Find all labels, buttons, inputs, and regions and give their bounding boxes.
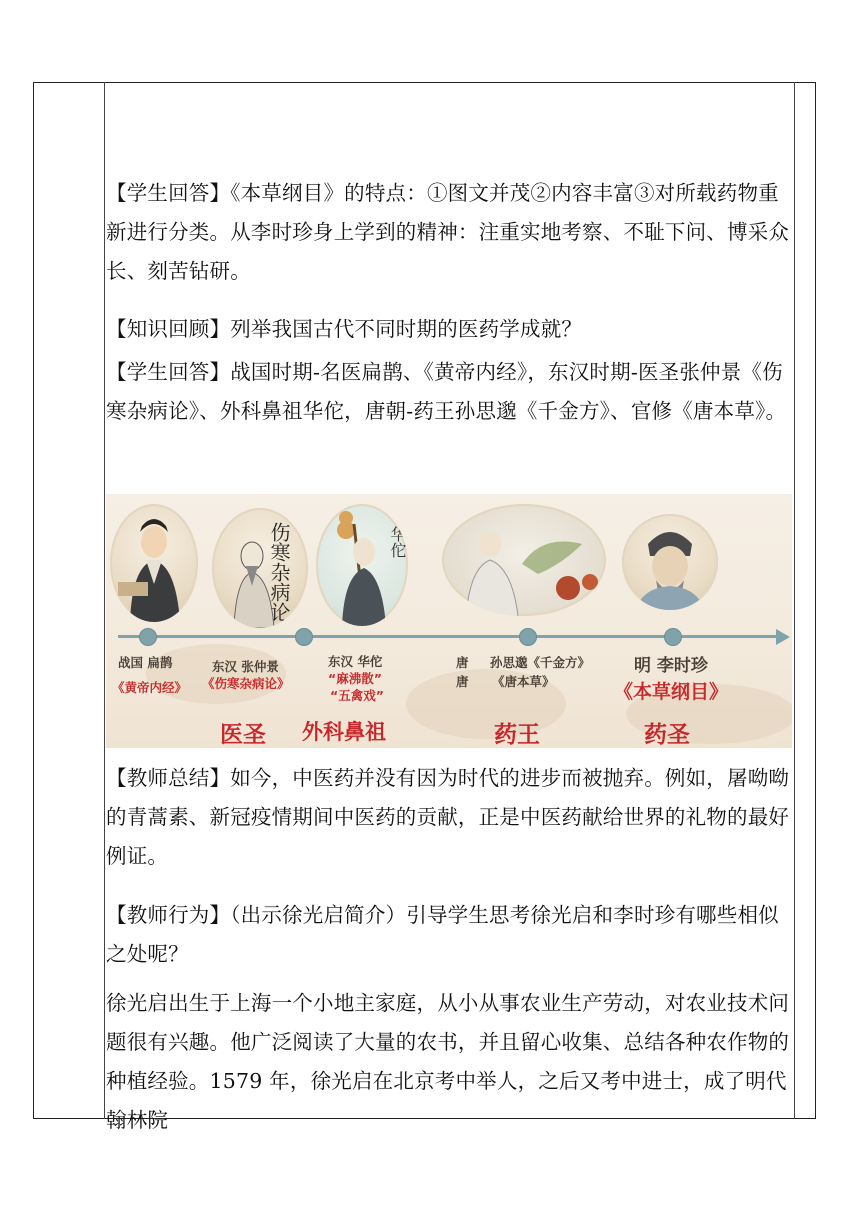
paragraph-text: 列举我国古代不同时期的医药学成就？: [230, 317, 583, 341]
timeline-dot: [295, 628, 313, 646]
title-waike-bizu: 外科鼻祖: [302, 720, 386, 744]
timeline-works-label: “五禽戏”: [330, 688, 384, 703]
timeline-works-label: “麻沸散”: [328, 671, 382, 686]
bianque-portrait: [110, 504, 198, 622]
timeline-book-label: 《本草纲目》: [614, 681, 729, 703]
timeline-era-label: 战国 扁鹊: [118, 655, 173, 670]
column-divider-left: [104, 82, 105, 1119]
paragraph-tag: 【教师总结】: [106, 766, 231, 790]
paragraph-tag: 【学生回答】: [106, 181, 231, 205]
paragraph-xuguangqi-intro: [106, 984, 794, 1140]
medical-history-timeline-image: [106, 494, 792, 748]
timeline-arrow-icon: [776, 629, 790, 645]
sunsimiao-portrait: [442, 504, 606, 616]
paragraph-text: 《本草纲目》的特点：①图文并茂②内容丰富③对所载药物重新进行分类。从李时珍身上学到的精神：注重实地考察、不耻下问、博采众长、刻苦钻研。: [106, 181, 790, 283]
timeline-book-label: 《黄帝内经》: [112, 680, 188, 695]
paragraph-text: 如今，中医药并没有因为时代的进步而被抛弃。例如，屠呦呦的青蒿素、新冠疫情期间中医药的贡献，正是中医药献给世界的礼物的最好例证。: [106, 766, 790, 868]
paragraph-teacher-action: [106, 896, 794, 974]
timeline-book-label: 《伤寒杂病论》: [202, 676, 290, 691]
paragraph-text: 徐光启出生于上海一个小地主家庭，从小从事农业生产劳动，对农业技术问题很有兴趣。他广泛阅读了大量的农书，并且留心收集、总结各种农作物的种植经验。1579 年，徐光启在北京考中举人，之后又考中进士，成了明代翰林院: [106, 991, 790, 1132]
lishizhen-portrait: [622, 514, 718, 610]
timeline-era-label: 唐: [456, 674, 469, 689]
huatuo-portrait: [316, 504, 408, 626]
paragraph-tag: 【教师行为】: [106, 903, 231, 927]
timeline-era-label: 唐: [456, 655, 469, 670]
title-yaowang: 药王: [494, 722, 540, 748]
title-yaosheng: 药圣: [644, 722, 690, 748]
paragraph-tag: 【学生回答】: [106, 360, 231, 384]
calligraphy-text: 华佗: [388, 526, 407, 558]
paragraph-teacher-summary: [106, 759, 794, 876]
timeline-dot: [519, 628, 537, 646]
paragraph-text: 战国时期-名医扁鹊、《黄帝内经》，东汉时期-医圣张仲景《伤寒杂病论》、外科鼻祖华佗，唐朝-药王孙思邈《千金方》、官修《唐本草》。: [106, 360, 787, 423]
paragraph-tag: 【知识回顾】: [106, 317, 231, 341]
timeline-dot: [139, 628, 157, 646]
title-yisheng: 医圣: [220, 722, 266, 748]
timeline-book-label: 孙思邈《千金方》: [490, 655, 591, 670]
paragraph-student-answer-2: [106, 353, 794, 431]
timeline-book-label: 《唐本草》: [492, 674, 555, 689]
paragraph-knowledge-review: [106, 310, 794, 349]
zhangzhongjing-portrait: [212, 508, 308, 628]
timeline-era-label: 明 李时珍: [634, 656, 708, 676]
column-divider-right: [794, 82, 795, 1119]
timeline-dot: [664, 628, 682, 646]
calligraphy-text: 伤寒杂病论: [267, 522, 291, 622]
paragraph-text: （出示徐光启简介）引导学生思考徐光启和李时珍有哪些相似之处呢？: [106, 903, 779, 966]
timeline-era-label: 东汉 华佗: [328, 654, 383, 669]
paragraph-student-answer-1: [106, 174, 794, 291]
timeline-era-label: 东汉 张仲景: [212, 659, 279, 674]
